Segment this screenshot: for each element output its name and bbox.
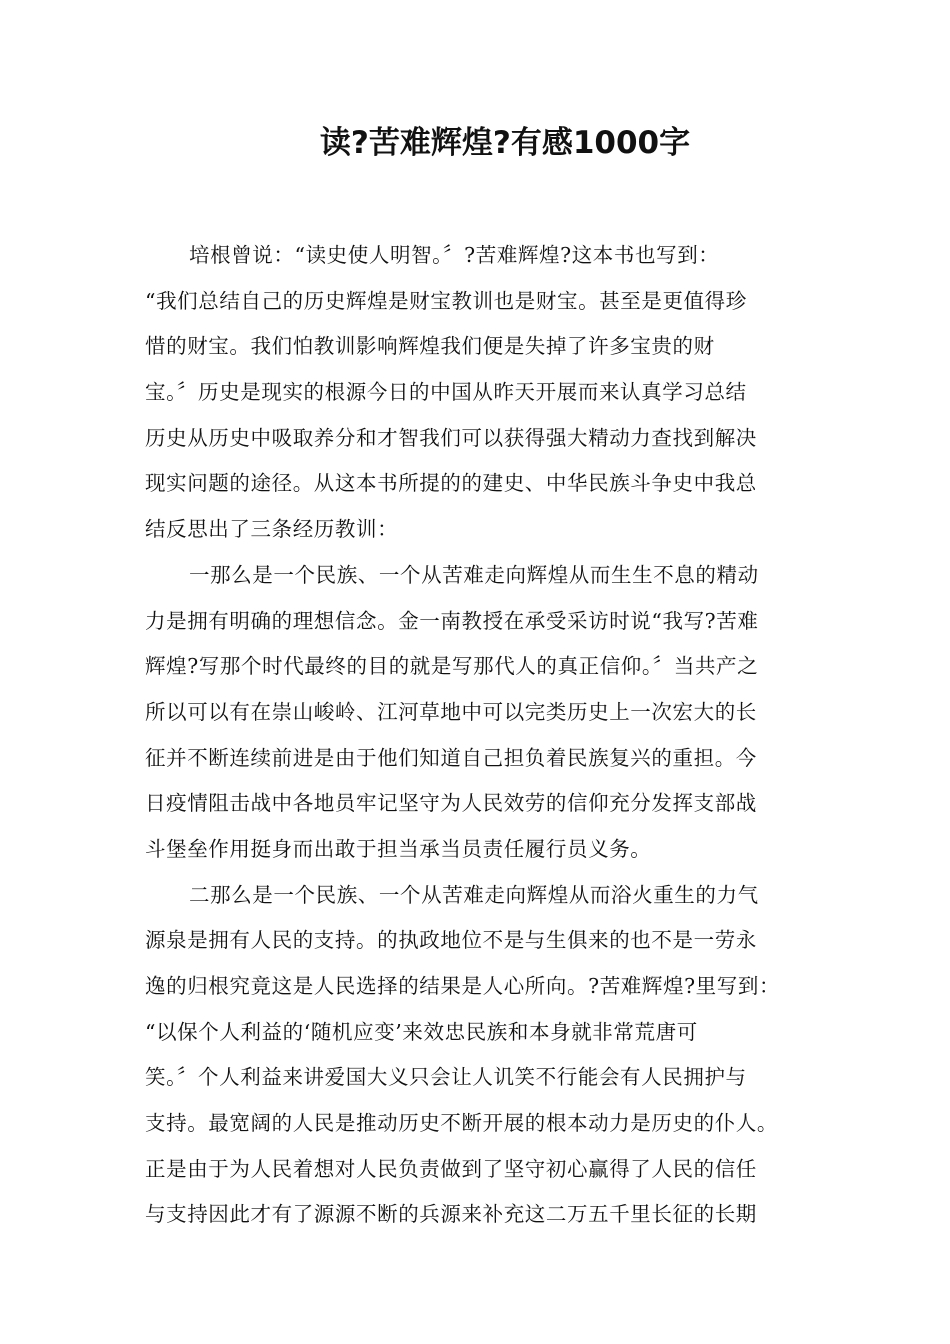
document-body bbox=[145, 233, 825, 1238]
body-line: 与支持因此才有了源源不断的兵源来补充这二万五千里长征的长期 bbox=[145, 1202, 757, 1227]
body-line: 一那么是一个民族、一个从苦难走向辉煌从而生生不息的精动 bbox=[189, 562, 759, 587]
body-line: 源泉是拥有人民的支持。的执政地位不是与生俱来的也不是一劳永 bbox=[145, 928, 757, 953]
body-line: 征并不断连续前进是由于他们知道自己担负着民族复兴的重担。今 bbox=[145, 745, 757, 770]
body-line: 力是拥有明确的理想信念。金一南教授在承受采访时说“我写?苦难 bbox=[145, 608, 759, 633]
body-line: 惜的财宝。我们怕教训影响辉煌我们便是失掉了许多宝贵的财 bbox=[145, 334, 715, 359]
body-line: 辉煌?写那个时代最终的目的就是写那代人的真正信仰。〞当共产之 bbox=[145, 654, 759, 679]
body-line: 笑。〞个人利益来讲爱国大义只会让人讥笑不行能会有人民拥护与 bbox=[145, 1065, 747, 1090]
body-line: 结反思出了三条经历教训： bbox=[145, 517, 399, 542]
body-line: 二那么是一个民族、一个从苦难走向辉煌从而浴火重生的力气 bbox=[189, 882, 759, 907]
body-line: 现实问题的途径。从这本书所提的的建史、中华民族斗争史中我总 bbox=[145, 471, 757, 496]
body-line: 逸的归根究竟这是人民选择的结果是人心所向。?苦难辉煌?里写到： bbox=[145, 974, 781, 998]
body-line: 正是由于为人民着想对人民负责做到了坚守初心赢得了人民的信任 bbox=[145, 1156, 757, 1181]
body-line: 所以可以有在崇山峻岭、江河草地中可以完类历史上一次宏大的长 bbox=[145, 699, 757, 724]
body-line: 支持。最宽阔的人民是推动历史不断开展的根本动力是历史的仆人。 bbox=[145, 1111, 778, 1136]
body-line: 日疫情阻击战中各地员牢记坚守为人民效劳的信仰充分发挥支部战 bbox=[145, 791, 757, 816]
body-line: 斗堡垒作用挺身而出敢于担当承当员责任履行员义务。 bbox=[145, 836, 652, 861]
body-line: “以保个人利益的‘随机应变’来效忠民族和本身就非常荒唐可 bbox=[145, 1019, 698, 1044]
body-line: 培根曾说：“读史使人明智。〞?苦难辉煌?这本书也写到： bbox=[189, 243, 720, 267]
body-line: 历史从历史中吸取养分和才智我们可以获得强大精动力查找到解决 bbox=[145, 425, 757, 450]
body-line: “我们总结自己的历史辉煌是财宝教训也是财宝。甚至是更值得珍 bbox=[145, 288, 747, 313]
body-line: 宝。〞历史是现实的根源今日的中国从昨天开展而来认真学习总结 bbox=[145, 380, 747, 405]
document-title: 读?苦难辉煌?有感1000字 bbox=[319, 125, 691, 161]
